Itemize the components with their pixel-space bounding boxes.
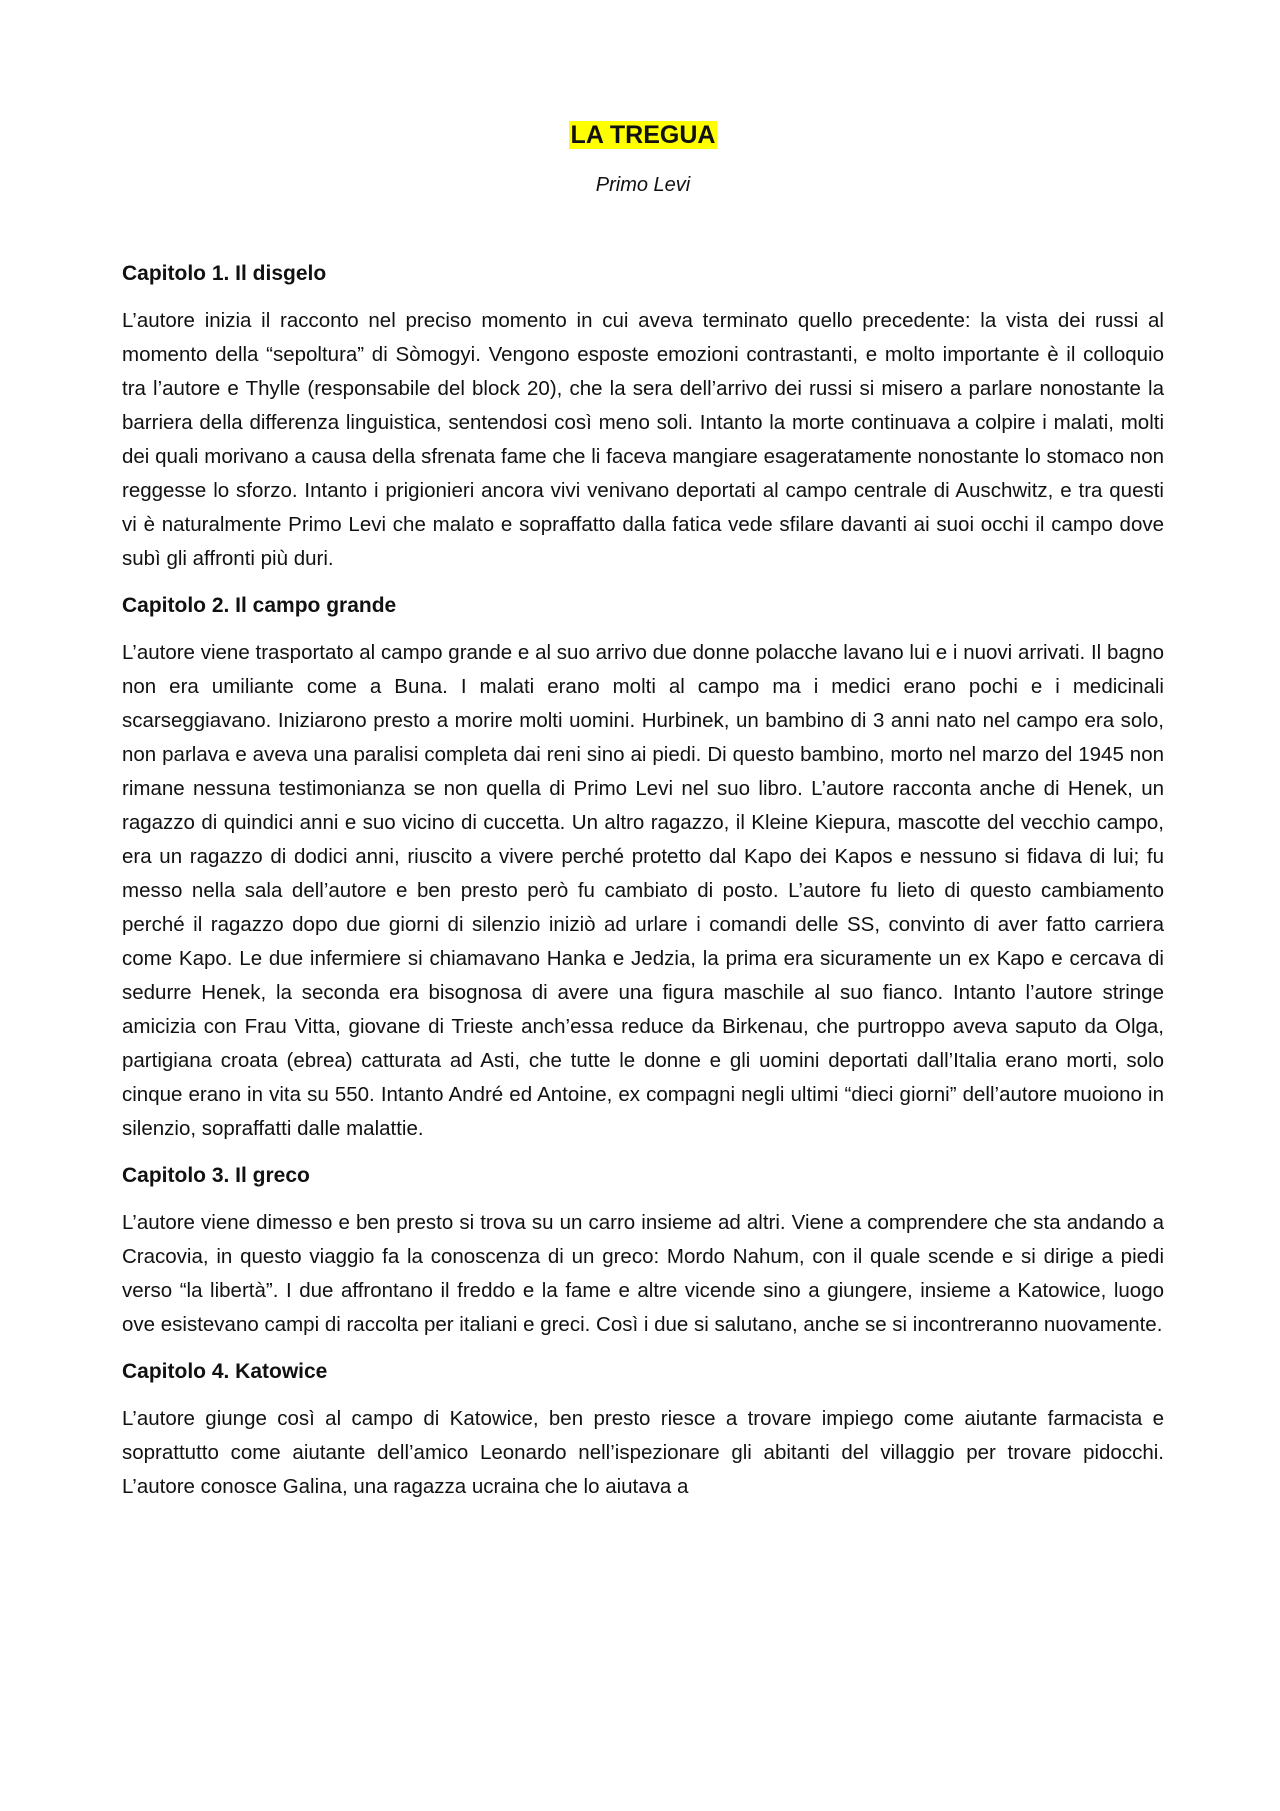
chapter-3 [122, 1162, 1164, 1342]
chapter-heading: Capitolo 3. Il greco [122, 1164, 310, 1187]
document-title [122, 120, 1164, 150]
chapter-body: L’autore viene dimesso e ben presto si trova su un carro insieme ad altri. Viene a comprendere che sta andando a Cracovia, in questo viaggio fa la conoscenza di un greco: Mordo Nahum, con il quale scende e si dirige a piedi verso “la libertà”. I due affrontano il freddo e la fame e altre vicende sino a giungere, insieme a Katowice, luogo ove esistevano campi di raccolta per italiani e greci. Così i due si salutano, anche se si incontreranno nuovamente. [122, 1211, 1164, 1336]
chapter-heading: Capitolo 4. Katowice [122, 1360, 328, 1383]
chapter-2 [122, 592, 1164, 1146]
chapter-4 [122, 1358, 1164, 1504]
chapter-body: L’autore viene trasportato al campo grande e al suo arrivo due donne polacche lavano lui e i nuovi arrivati. Il bagno non era umiliante come a Buna. I malati erano molti al campo ma i medici erano pochi e i medicinali scarseggiavano. Iniziarono presto a morire molti uomini. Hurbinek, un bambino di 3 anni nato nel campo era solo, non parlava e aveva una paralisi completa dai reni sino ai piedi. Di questo bambino, morto nel marzo del 1945 non rimane nessuna testimonianza se non quella di Primo Levi nel suo libro. L’autore racconta anche di Henek, un ragazzo di quindici anni e suo vicino di cuccetta. Un altro ragazzo, il Kleine Kiepura, mascotte del vecchio campo, era un ragazzo di dodici anni, riuscito a vivere perché protetto dal Kapo dei Kapos e nessuno si fidava di lui; fu messo nella sala dell’autore e ben presto però fu cambiato di posto. L’autore fu lieto di questo cambiamento perché il ragazzo dopo due giorni di silenzio iniziò ad urlare i comandi delle SS, convinto di aver fatto carriera come Kapo. Le due infermiere si chiamavano Hanka e Jedzia, la prima era sicuramente un ex Kapo e cercava di sedurre Henek, la seconda era bisognosa di avere una figura maschile al suo fianco. Intanto l’autore stringe amicizia con Frau Vitta, giovane di Trieste anch’essa reduce da Birkenau, che purtroppo aveva saputo da Olga, partigiana croata (ebrea) catturata ad Asti, che tutte le donne e gli uomini deportati dall’Italia erano morti, solo cinque erano in vita su 550. Intanto André ed Antoine, ex compagni negli ultimi “dieci giorni” dell’autore muoiono in silenzio, sopraffatti dalle malattie. [122, 641, 1164, 1140]
document-title-text: LA TREGUA [570, 121, 716, 149]
chapter-1 [122, 260, 1164, 576]
document-author: Primo Levi [595, 174, 691, 196]
chapter-heading: Capitolo 1. Il disgelo [122, 262, 327, 285]
chapter-body: L’autore inizia il racconto nel preciso momento in cui aveva terminato quello precedente: la vista dei russi al momento della “sepoltura” di Sòmogyi. Vengono esposte emozioni contrastanti, e molto importante è il colloquio tra l’autore e Thylle (responsabile del block 20), che la sera dell’arrivo dei russi si misero a parlare nonostante la barriera della differenza linguistica, sentendosi così meno soli. Intanto la morte continuava a colpire i malati, molti dei quali morivano a causa della sfrenata fame che li faceva mangiare esageratamente nonostante lo stomaco non reggesse lo sforzo. Intanto i prigionieri ancora vivi venivano deportati al campo centrale di Auschwitz, e tra questi vi è naturalmente Primo Levi che malato e sopraffatto dalla fatica vede sfilare davanti ai suoi occhi il campo dove subì gli affronti più duri. [122, 309, 1164, 570]
document-page [122, 120, 1164, 1520]
chapter-body: L’autore giunge così al campo di Katowice, ben presto riesce a trovare impiego come aiutante farmacista e soprattutto come aiutante dell’amico Leonardo nell’ispezionare gli abitanti del villaggio per trovare pidocchi. L’autore conosce Galina, una ragazza ucraina che lo aiutava a [122, 1407, 1164, 1498]
chapter-heading: Capitolo 2. Il campo grande [122, 594, 397, 617]
chapters [122, 260, 1164, 1504]
